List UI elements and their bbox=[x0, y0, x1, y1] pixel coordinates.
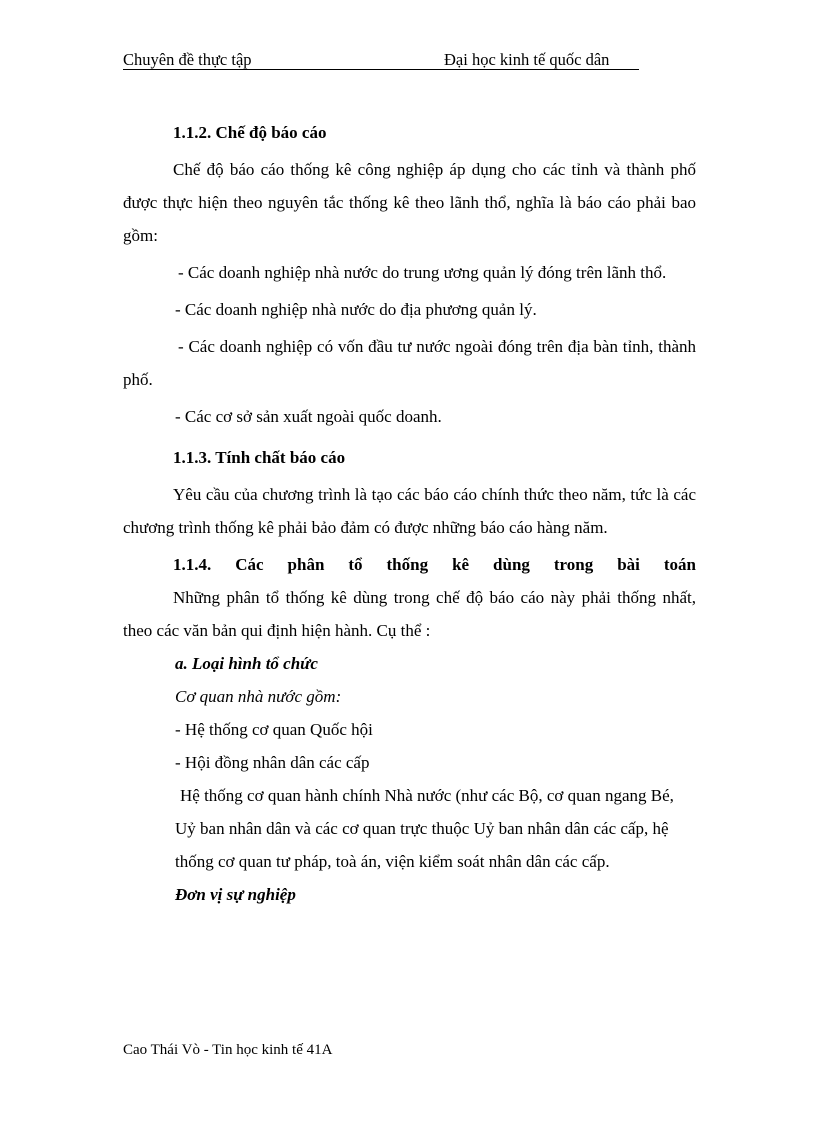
subheading-don-vi-su-nghiep: Đơn vị sự nghiệp bbox=[175, 885, 296, 904]
section-heading-1-1-2: 1.1.2. Chế độ báo cáo bbox=[173, 123, 327, 142]
paragraph: Chế độ báo cáo thống kê công nghiệp áp dụng cho các tỉnh và thành phố được thực hiện theo nguyên tắc thống kê theo lãnh thổ, nghĩa là báo cáo phải bao gồm: bbox=[123, 160, 696, 245]
section-heading-1-1-3: 1.1.3. Tính chất báo cáo bbox=[173, 448, 346, 467]
page-header bbox=[123, 49, 639, 70]
page-footer: Cao Thái Vò - Tin học kinh tế 41A bbox=[123, 1042, 333, 1058]
bullet-item: - Các doanh nghiệp nhà nước do trung ương quản lý đóng trên lãnh thổ. bbox=[178, 263, 667, 282]
section-heading-1-1-4: 1.1.4. Các phân tổ thống kê dùng trong bài toán bbox=[173, 555, 696, 574]
bullet-item: - Các doanh nghiệp có vốn đầu tư nước ngoài đóng trên địa bàn tỉnh, thành phố. bbox=[123, 337, 696, 389]
subsection-intro: Cơ quan nhà nước gồm: bbox=[175, 687, 342, 706]
header-left: Chuyên đề thực tập bbox=[123, 50, 252, 69]
paragraph: Yêu cầu của chương trình là tạo các báo cáo chính thức theo năm, tức là các chương trình thống kê phải bảo đảm có được những báo cáo hàng năm. bbox=[123, 485, 696, 537]
header-right: Đại học kinh tế quốc dân bbox=[444, 50, 610, 69]
list-item: - Hội đồng nhân dân các cấp bbox=[175, 753, 370, 772]
bullet-item: - Các doanh nghiệp nhà nước do địa phương quản lý. bbox=[175, 300, 537, 319]
paragraph: Những phân tổ thống kê dùng trong chế độ báo cáo này phải thống nhất, theo các văn bản qui định hiện hành. Cụ thể : bbox=[123, 588, 696, 640]
list-item: - Hệ thống cơ quan Quốc hội bbox=[175, 720, 373, 739]
bullet-item: - Các cơ sở sản xuất ngoài quốc doanh. bbox=[175, 407, 442, 426]
paragraph: Hệ thống cơ quan hành chính Nhà nước (như các Bộ, cơ quan ngang Bé, Uỷ ban nhân dân và các cơ quan trực thuộc Uỷ ban nhân dân các cấp, hệ thống cơ quan tư pháp, toà án, viện kiểm soát nhân dân các cấp. bbox=[175, 786, 674, 871]
document-body bbox=[123, 116, 696, 911]
subheading-a: a. Loại hình tổ chức bbox=[175, 654, 318, 673]
